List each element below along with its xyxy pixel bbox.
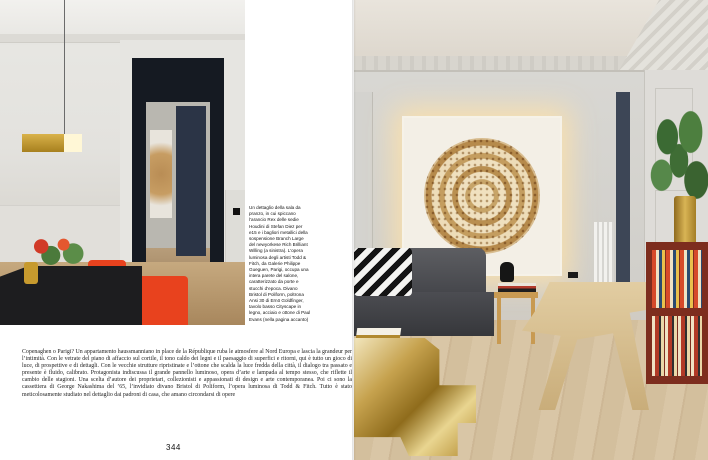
square-bullet-icon xyxy=(233,208,240,215)
dining-room-photo xyxy=(0,0,245,325)
plant xyxy=(650,108,708,204)
page-number: 344 xyxy=(166,443,181,452)
bookshelf xyxy=(646,242,708,384)
wall-outlet xyxy=(568,272,578,278)
dark-door-edge xyxy=(616,92,630,302)
pendant-wire xyxy=(64,0,65,135)
shelf-books xyxy=(652,316,702,376)
lamp-glow xyxy=(64,134,82,152)
brass-planter xyxy=(674,196,696,246)
striped-cushion xyxy=(354,248,412,296)
photo-caption: Un dettaglio della sala da pranzo, in cui spiccano l’arancio Rex delle sedie Houdini di Stefan Diez per e15 e i bagliori metallici della sospensione Branch Large del newyorkese Rich Brilliant Willing (a sinistra). L’opera luminosa degli artisti Todd & Fitch, da Galerie Philippe Gueguen, Parigi, occupa una intera parete del salone, caratterizzato da porte e stucchi d’epoca. Divano Bristol di Poliform, poltrona Ansi 30 di Ernö Goldfinger, tavolo basso Cityscape in legno, acciaio e ottone di Paul Evans (nella pagina accanto) xyxy=(249,205,311,322)
article-body: Copenaghen o Parigi? Un appartamento haussmanniano in place de la République ruba le atmosfere al Nord Europa e lascia la grandeur per l’intimità. Con le vetrate del piano di affaccio sul cortile, il tono caldo dei legni e il paesaggio di superfici e ritorni, qui è tutto un gioco di luce, di prospettive e di dettagli. Con le vecchie strutture ripristinate e l’ottone che scalda la luce fredda della città, il dialogo tra passato e presente è fluido, calibrato. Protagonista indiscussa il grande pannello luminoso, opera d’arte e lampada al tempo stesso, che riflette il cambio delle stagioni. Una scelta d’autore dei proprietari, collezionisti e appassionati di design e arte contemporanea. Poi ci sono la cassettiera di George Nakashima del ’65, l’invidiato divano Bristol di Poliform, l’opera luminosa di Todd & Fitch. Tutto è stato meticolosamente studiato nel dettaglio dai padroni di casa, che amano circondarsi di opere xyxy=(22,349,352,398)
black-vase xyxy=(500,262,514,282)
hallway-artwork xyxy=(150,130,172,218)
page-gutter xyxy=(352,0,356,460)
brass-vase xyxy=(24,262,38,284)
door-panel xyxy=(354,92,373,252)
navy-door xyxy=(176,106,206,256)
shelf-books xyxy=(652,250,702,308)
right-page-photo xyxy=(354,0,708,460)
side-table-leg xyxy=(497,298,501,344)
ornate-cornice xyxy=(354,56,644,72)
black-dining-table xyxy=(0,266,142,325)
dot-texture xyxy=(424,138,540,254)
